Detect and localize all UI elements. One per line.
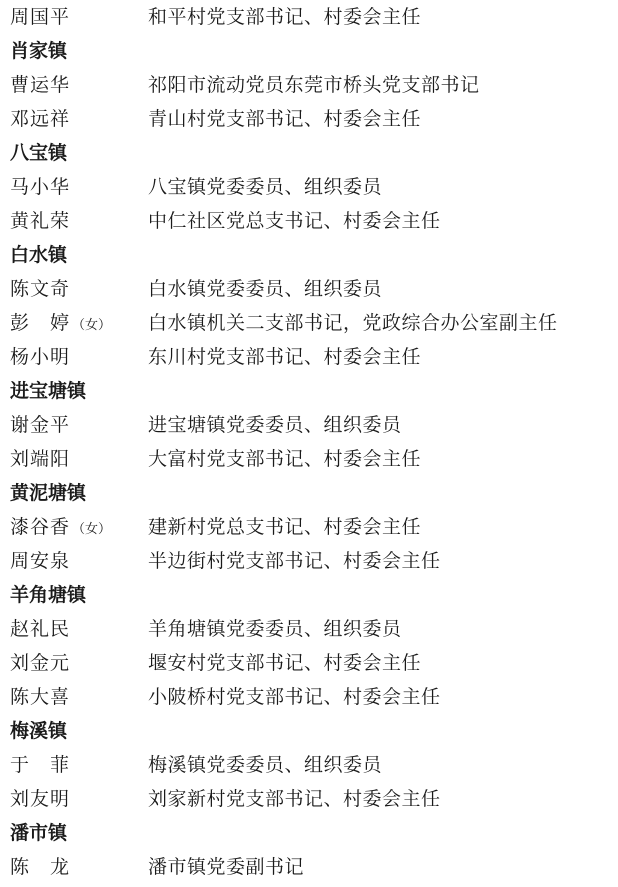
person-name: 谢金平 [10,414,71,436]
town-heading: 八宝镇 [10,142,68,164]
person-title: 青山村党支部书记、村委会主任 [148,108,422,130]
person-name: 周国平 [10,6,71,28]
person-title: 建新村党总支书记、村委会主任 [148,516,422,538]
town-heading: 羊角塘镇 [10,584,87,606]
person-title: 八宝镇党委委员、组织委员 [148,176,383,198]
list-item [0,612,618,646]
list-item [0,170,618,204]
person-title: 白水镇党委委员、组织委员 [148,278,383,300]
person-name: 刘友明 [10,788,71,810]
person-title: 堰安村党支部书记、村委会主任 [148,652,422,674]
list-item [0,102,618,136]
person-name: 周安泉 [10,550,71,572]
person-name: 陈 龙 [10,856,71,878]
person-name: 杨小明 [10,346,71,368]
town-heading: 黄泥塘镇 [10,482,87,504]
person-title: 东川村党支部书记、村委会主任 [148,346,422,368]
list-item [0,340,618,374]
person-name: 陈文奇 [10,278,71,300]
list-item [0,272,618,306]
person-title: 白水镇机关二支部书记，党政综合办公室副主任 [148,312,558,334]
list-item [0,680,618,714]
person-title: 进宝塘镇党委委员、组织委员 [148,414,402,436]
person-name: 陈大喜 [10,686,71,708]
person-title: 大富村党支部书记、村委会主任 [148,448,422,470]
person-name: 马小华 [10,176,71,198]
person-name: 赵礼民 [10,618,71,640]
person-title: 潘市镇党委副书记 [148,856,305,878]
person-name: 漆谷香 （女） [10,516,112,538]
person-title: 祁阳市流动党员东莞市桥头党支部书记 [148,74,480,96]
person-title: 和平村党支部书记、村委会主任 [148,6,422,28]
town-heading: 潘市镇 [10,822,68,844]
person-name: 刘金元 [10,652,71,674]
person-title: 小陂桥村党支部书记、村委会主任 [148,686,441,708]
list-item [0,782,618,816]
list-item [0,544,618,578]
list-item [0,408,618,442]
person-name: 彭 婷 （女） [10,312,112,334]
town-heading: 梅溪镇 [10,720,68,742]
person-name: 邓远祥 [10,108,71,130]
person-name: 刘端阳 [10,448,71,470]
person-title: 梅溪镇党委委员、组织委员 [148,754,383,776]
list-item [0,306,618,340]
person-title: 刘家新村党支部书记、村委会主任 [148,788,441,810]
list-item [0,646,618,680]
list-item [0,510,618,544]
town-heading: 肖家镇 [10,40,68,62]
person-name: 黄礼荣 [10,210,71,232]
town-heading: 进宝塘镇 [10,380,87,402]
person-name: 于 菲 [10,754,71,776]
person-title: 羊角塘镇党委委员、组织委员 [148,618,402,640]
list-item [0,748,618,782]
list-item [0,204,618,238]
list-item [0,442,618,476]
town-heading: 白水镇 [10,244,68,266]
person-title: 中仁社区党总支书记、村委会主任 [148,210,441,232]
list-item [0,68,618,102]
list-item [0,0,618,34]
person-name: 曹运华 [10,74,71,96]
person-title: 半边街村党支部书记、村委会主任 [148,550,441,572]
